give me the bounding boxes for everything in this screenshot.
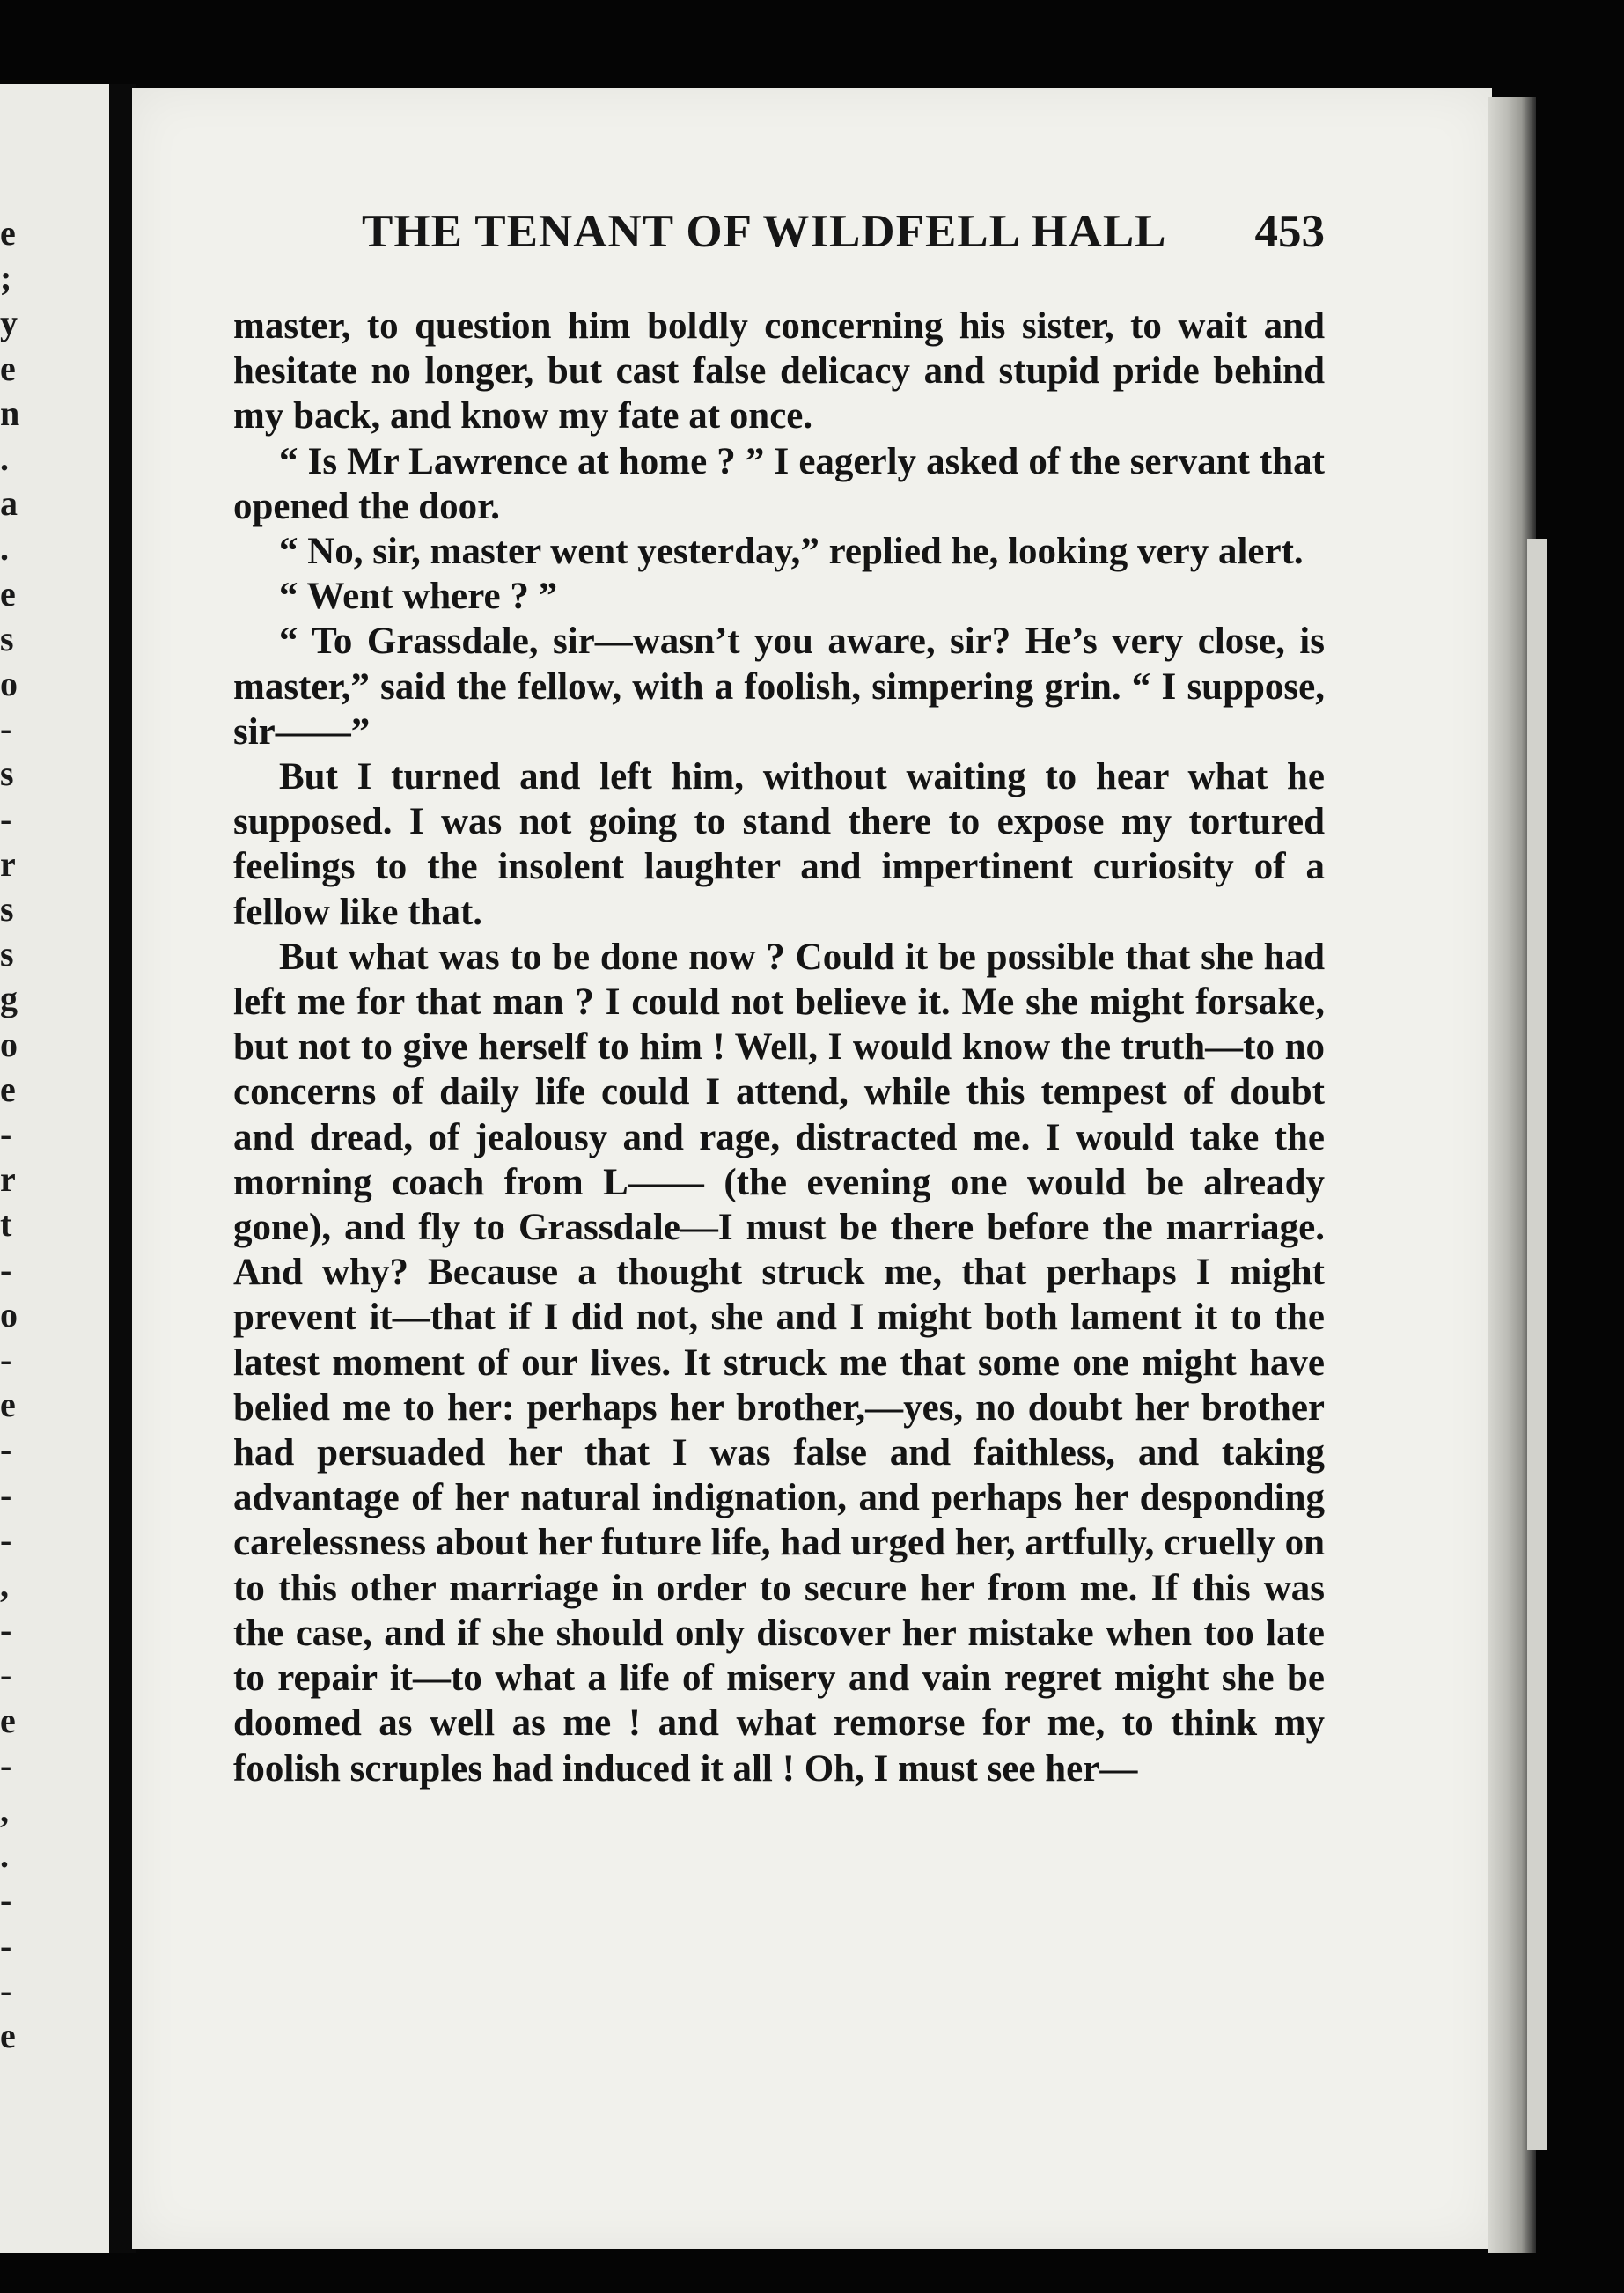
left-page-fragment: a xyxy=(0,483,18,524)
paragraph: “ Is Mr Lawrence at home ? ” I eagerly asked of the servant that opened the door. xyxy=(233,440,1325,527)
paragraph: “ To Grassdale, sir—wasn’t you aware, sir? He’s very close, is master,” said the fellow, with a foolish, simpering grin. “ I suppose, sir——” xyxy=(233,621,1325,753)
paragraph: master, to question him boldly concerning his sister, to wait and hesitate no longer, but cast false delicacy and stupid pride behind my back, and know my fate at once. xyxy=(233,305,1325,437)
left-page-fragment: r xyxy=(0,1159,16,1200)
paragraph: “ No, sir, master went yesterday,” replied he, looking very alert. xyxy=(279,531,1304,573)
left-page-fragment: - xyxy=(0,1249,12,1290)
left-page-fragment: e xyxy=(0,573,16,614)
left-page-fragment: ; xyxy=(0,258,12,298)
page-stack-tab xyxy=(1527,539,1547,2150)
left-page-fragment: - xyxy=(0,1610,12,1650)
left-page-fragment: y xyxy=(0,303,18,343)
left-page-edge xyxy=(0,84,113,2253)
left-page-fragment: r xyxy=(0,843,16,884)
left-page-fragment: e xyxy=(0,1700,16,1740)
left-page-fragment: g xyxy=(0,979,18,1019)
left-page-fragment: o xyxy=(0,1024,18,1064)
left-page-fragment: e xyxy=(0,348,16,388)
left-page-fragment: - xyxy=(0,1519,12,1560)
left-page-fragment: . xyxy=(0,528,9,569)
left-page-fragment: o xyxy=(0,664,18,703)
left-page-fragment: - xyxy=(0,1925,12,1966)
page-body xyxy=(233,304,1325,1791)
left-page-fragment: - xyxy=(0,1340,12,1379)
left-page-fragment: o xyxy=(0,1294,18,1334)
page-number: 453 xyxy=(1254,206,1325,257)
left-page-fragment: e xyxy=(0,213,16,253)
left-page-fragment: e xyxy=(0,1069,16,1109)
left-page-fragment: - xyxy=(0,1745,12,1785)
paragraph: “ Went where ? ” xyxy=(279,576,558,618)
left-page-fragment: e xyxy=(0,1385,16,1425)
left-page-fragment: s xyxy=(0,934,14,974)
left-page-fragment: s xyxy=(0,618,14,658)
left-page-fragment: - xyxy=(0,1429,12,1470)
left-page-fragment: , xyxy=(0,1565,9,1605)
left-page-fragment: n xyxy=(0,393,20,433)
left-page-fragment: - xyxy=(0,709,12,749)
left-page-fragment: - xyxy=(0,798,12,839)
left-page-fragment: - xyxy=(0,1474,12,1515)
left-page-fragment: . xyxy=(0,438,9,478)
left-page-fragment: s xyxy=(0,753,14,794)
paragraph: But what was to be done now ? Could it be possible that she had left me for that man ? I could not believe it. Me she might forsake, but not to give herself to him ! Well, I would know the truth—to no concerns of daily life could I attend, while this tempest of doubt and dread, of jealousy and rage, distracted me. I would take the morning coach from L—— (the evening one would be already gone), and fly to Grassdale—I must be there before the marriage. And why? Because a thought struck me, that perhaps I might prevent it—that if I did not, she and I might both lament it to the latest moment of our lives. It struck me that some one might have belied me to her: perhaps her brother,—yes, no doubt her brother had persuaded her that I was false and faithless, and taking advantage of her natural indignation, and perhaps her desponding carelessness about her future life, had urged her, artfully, cruelly on to this other marriage in order to secure her from me. If this was the case, and if she should only discover her mistake when too late to repair it—to what a life of misery and vain regret might she be doomed as well as me ! and what remorse for me, to think my foolish scruples had induced it all ! Oh, I must see her— xyxy=(233,936,1325,1790)
left-page-fragment: - xyxy=(0,1970,12,2010)
page-header xyxy=(231,205,1332,267)
left-page-fragment: e xyxy=(0,2016,16,2055)
left-page-fragment: - xyxy=(0,1880,12,1921)
paragraph: But I turned and left him, without waiting to hear what he supposed. I was not going to stand there to expose my tortured feelings to the insolent laughter and impertinent curiosity of a fellow like that. xyxy=(233,756,1325,933)
left-page-fragment: s xyxy=(0,889,14,929)
left-page-fragment: , xyxy=(0,1790,9,1830)
left-page-fragment: . xyxy=(0,1835,9,1876)
left-page-fragment: t xyxy=(0,1204,12,1245)
left-page-fragment: - xyxy=(0,1655,12,1695)
left-page-fragment: - xyxy=(0,1114,12,1154)
running-title: THE TENANT OF WILDFELL HALL xyxy=(362,206,1167,257)
